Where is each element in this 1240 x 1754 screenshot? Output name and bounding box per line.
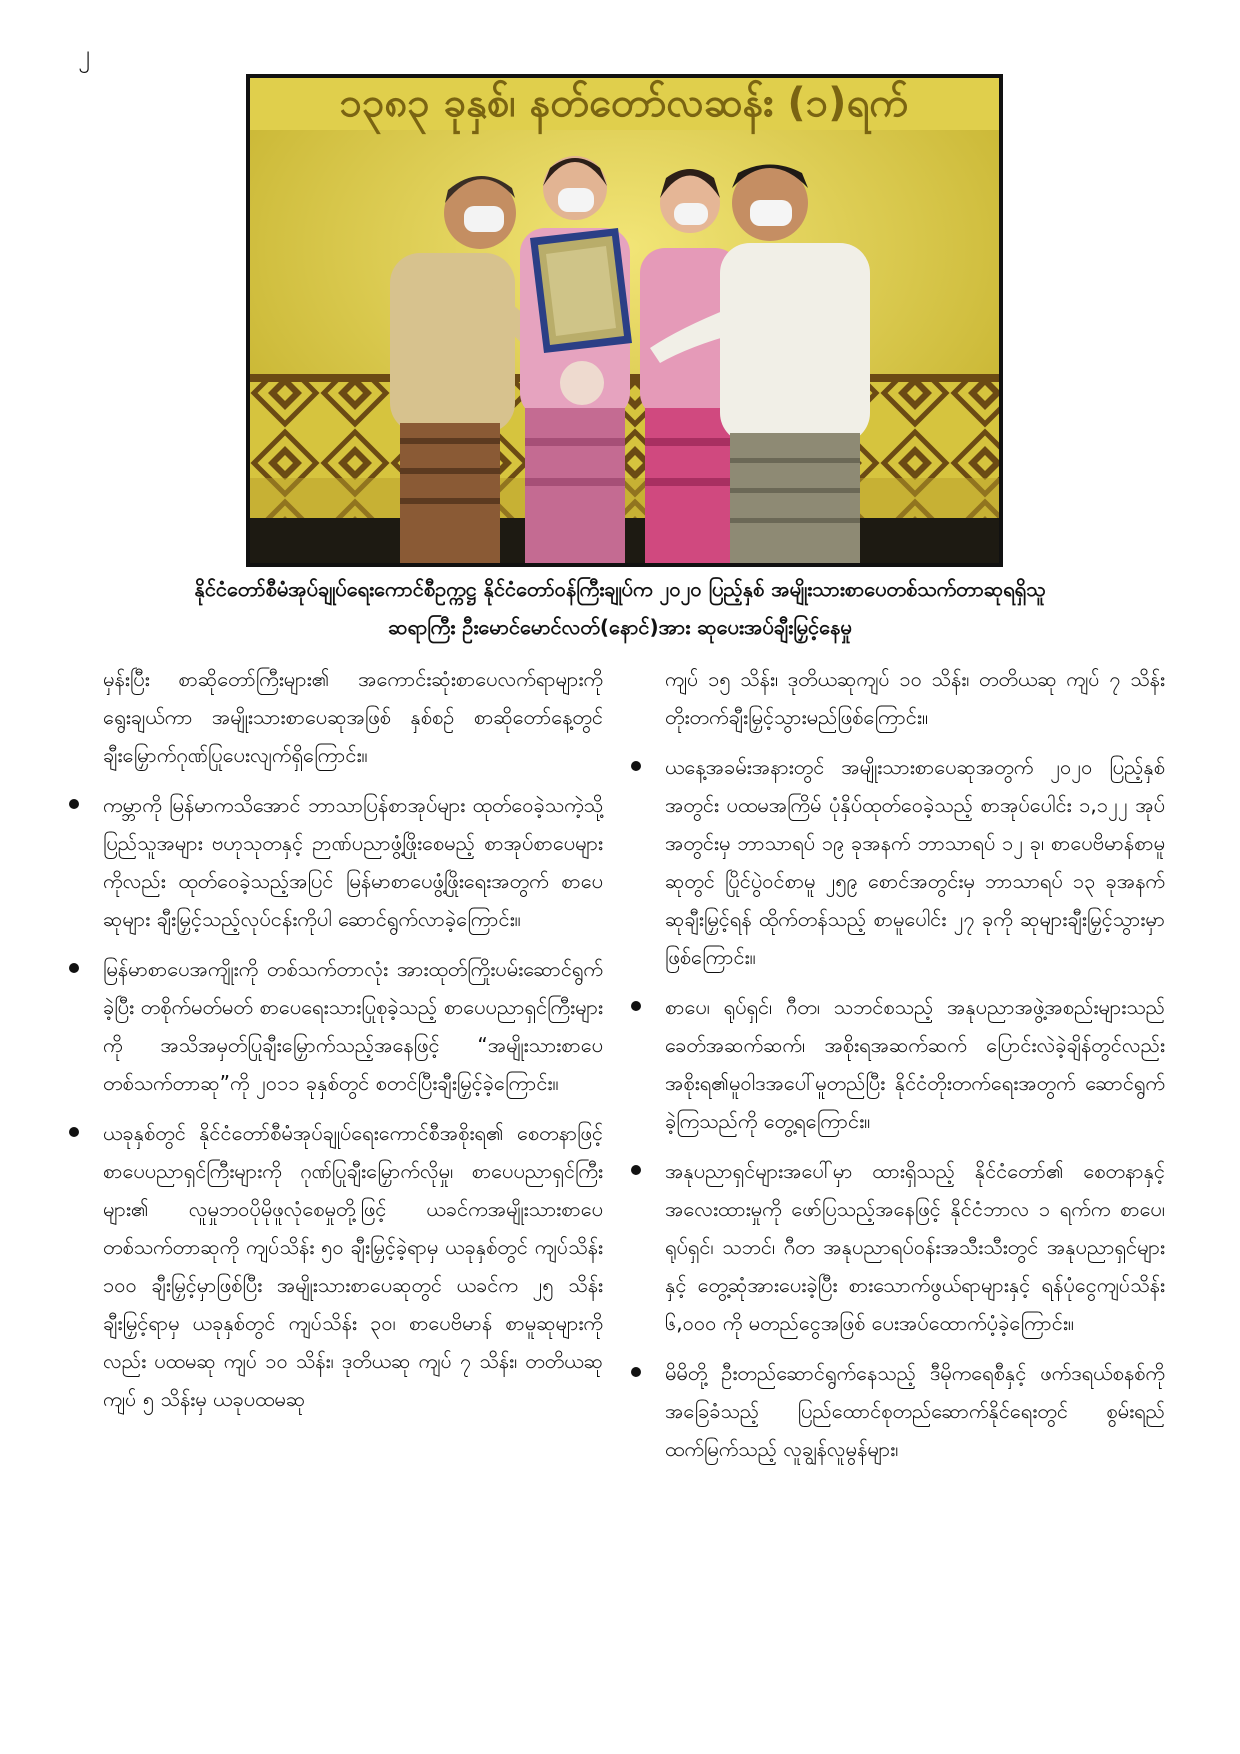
bullet-icon: [69, 1127, 79, 1137]
list-item-text: မြန်မာစာပေအကျိုးကို တစ်သက်တာလုံး အားထုတ်ကြိုးပမ်းဆောင်ရွက်ခဲ့ပြီး တစိုက်မတ်မတ် စာပေရေးသားပြုစုခဲ့သည့် စာပေပညာရှင်ကြီးများကို အသိအမှတ်ပြုချီးမြှောက်သည့်အနေဖြင့် “အမျိုးသားစာပေတစ်သက်တာဆု”ကို ၂၀၁၁ ခုနှစ်တွင် စတင်ပြီးချီးမြှင့်ခဲ့ကြောင်း။: [103, 957, 603, 1095]
left-bullet-list: [103, 786, 603, 1418]
bullet-icon: [69, 963, 79, 973]
list-item: [103, 1114, 603, 1418]
bullet-icon: [631, 1165, 641, 1175]
right-column: [665, 660, 1165, 1480]
list-item: [665, 1354, 1165, 1468]
list-item-text: ကမ္ဘာကို မြန်မာကသိအောင် ဘာသာပြန်စာအုပ်များ ထုတ်ဝေခဲ့သကဲ့သို့ ပြည်သူအများ ဗဟုသုတနှင့် ဉာဏ်ပညာဖွံ့ဖြိုးစေမည့် စာအုပ်စာပေများကိုလည်း ထုတ်ဝေခဲ့သည့်အပြင် မြန်မာစာပေဖွံ့ဖြိုးရေးအတွက် စာပေဆုများ ချီးမြှင့်သည့်လုပ်ငန်းကိုပါ ဆောင်ရွက်လာခဲ့ကြောင်း။: [103, 793, 603, 931]
photo-caption-line-1: နိုင်ငံတော်စီမံအုပ်ချုပ်ရေးကောင်စီဥက္ကဋ္ဌ နိုင်ငံတော်ဝန်ကြီးချုပ်က ၂၀၂၀ ပြည့်နှစ် အမျိုးသားစာပေတစ်သက်တာဆုရရှိသူ: [194, 577, 1046, 601]
bullet-icon: [631, 761, 641, 771]
bullet-icon: [631, 1367, 641, 1377]
page-number: ၂: [78, 40, 90, 68]
certificate: [530, 228, 632, 353]
lace-decoration: [560, 361, 604, 405]
list-item: [103, 950, 603, 1102]
photo-caption-line-2: ဆရာကြီး ဦးမောင်မောင်လတ်(နောင်)အား ဆုပေးအပ်ချီးမြှင့်နေမှု: [388, 615, 852, 639]
list-item-text: ယနေ့အခမ်းအနားတွင် အမျိုးသားစာပေဆုအတွက် ၂၀၂၀ ပြည့်နှစ်အတွင်း ပထမအကြိမ် ပုံနှိပ်ထုတ်ဝေခဲ့သည့် စာအုပ်ပေါင်း ၁,၁၂၂ အုပ်အတွင်းမှ ဘာသာရပ် ၁၉ ခုအနက် ဘာသာရပ် ၁၂ ခု၊ စာပေဗိမာန်စာမူဆုတွင် ပြိုင်ပွဲဝင်စာမူ ၂၅၉ စောင်အတွင်းမှ ဘာသာရပ် ၁၃ ခုအနက် ဆုချီးမြှင့်ရန် ထိုက်တန်သည့် စာမူပေါင်း ၂၇ ခုကို ဆုများချီးမြှင့်သွားမှာဖြစ်ကြောင်း။: [665, 755, 1165, 969]
banner-text: ၁၃၈၃ ခုနှစ်၊ နတ်တော်လဆန်း (၁)ရက်: [339, 80, 909, 126]
list-item-text: ယခုနှစ်တွင် နိုင်ငံတော်စီမံအုပ်ချုပ်ရေးကောင်စီအစိုးရ၏ စေတနာဖြင့် စာပေပညာရှင်ကြီးများကို ဂုဏ်ပြုချီးမြှောက်လိုမှု၊ စာပေပညာရှင်ကြီးများ၏ လူမှုဘဝပိုမိုဖူလုံစေမှုတို့ဖြင့် ယခင်ကအမျိုးသားစာပေတစ်သက်တာဆုကို ကျပ်သိန်း ၅၀ ချီးမြှင့်ခဲ့ရာမှ ယခုနှစ်တွင် ကျပ်သိန်း ၁၀၀ ချီးမြှင့်မှာဖြစ်ပြီး အမျိုးသားစာပေဆုတွင် ယခင်က ၂၅ သိန်းချီးမြှင့်ရာမှ ယခုနှစ်တွင် ကျပ်သိန်း ၃၀၊ စာပေဗိမာန် စာမူဆုများကိုလည်း ပထမဆု ကျပ် ၁၀ သိန်း၊ ဒုတိယဆု ကျပ် ၇ သိန်း၊ တတိယဆု ကျပ် ၅ သိန်းမှ ယခုပထမဆု: [103, 1121, 603, 1411]
list-item-text: အနုပညာရှင်များအပေါ်မှာ ထားရှိသည့် နိုင်ငံတော်၏ စေတနာနှင့် အလေးထားမှုကို ဖော်ပြသည့်အနေဖြင့် နိုင်ငံဘာလ ၁ ရက်က စာပေ၊ ရုပ်ရှင်၊ သဘင်၊ ဂီတ အနုပညာရပ်ဝန်းအသီးသီးတွင် အနုပညာရှင်များနှင့် တွေ့ဆုံအားပေးခဲ့ပြီး စားသောက်ဖွယ်ရာများနှင့် ရန်ပုံငွေကျပ်သိန်း ၆,၀၀၀ ကို မတည်ငွေအဖြစ် ပေးအပ်ထောက်ပံ့ခဲ့ကြောင်း။: [665, 1159, 1165, 1335]
list-item: [103, 786, 603, 938]
bullet-icon: [631, 1001, 641, 1011]
left-column: [103, 660, 603, 1430]
left-intro-paragraph: မှန်းပြီး စာဆိုတော်ကြီးများ၏ အကောင်းဆုံးစာပေလက်ရာများကို ရွေးချယ်ကာ အမျိုးသားစာပေဆုအဖြစ် နှစ်စဉ် စာဆိုတော်နေ့တွင် ချီးမြှောက်ဂုဏ်ပြုပေးလျက်ရှိကြောင်း။: [103, 667, 603, 767]
list-item: [665, 1152, 1165, 1342]
list-item: [665, 988, 1165, 1140]
list-item-text: မိမိတို့ ဦးတည်ဆောင်ရွက်နေသည့် ဒီမိုကရေစီနှင့် ဖက်ဒရယ်စနစ်ကို အခြေခံသည့် ပြည်ထောင်စုတည်ဆောက်နိုင်ရေးတွင် စွမ်းရည်ထက်မြက်သည့် လူချွန်လူမွန်များ၊: [665, 1361, 1165, 1461]
right-intro-paragraph: ကျပ် ၁၅ သိန်း၊ ဒုတိယဆုကျပ် ၁၀ သိန်း၊ တတိယဆု ကျပ် ၇ သိန်း တိုးတက်ချီးမြှင့်သွားမည်ဖြစ်ကြောင်း။: [665, 667, 1165, 729]
list-item-text: စာပေ၊ ရုပ်ရှင်၊ ဂီတ၊ သဘင်စသည့် အနုပညာအဖွဲ့အစည်းများသည် ခေတ်အဆက်ဆက်၊ အစိုးရအဆက်ဆက် ပြောင်းလဲခဲ့ချိန်တွင်လည်း အစိုးရ၏မူဝါဒအပေါ်မူတည်ပြီး နိုင်ငံတိုးတက်ရေးအတွက် ဆောင်ရွက်ခဲ့ကြသည်ကို တွေ့ရကြောင်း။: [665, 995, 1165, 1133]
bullet-icon: [69, 799, 79, 809]
ceremony-illustration: [250, 78, 999, 563]
list-item: [665, 748, 1165, 976]
right-bullet-list: [665, 748, 1165, 1468]
award-ceremony-photo: [246, 74, 1003, 567]
